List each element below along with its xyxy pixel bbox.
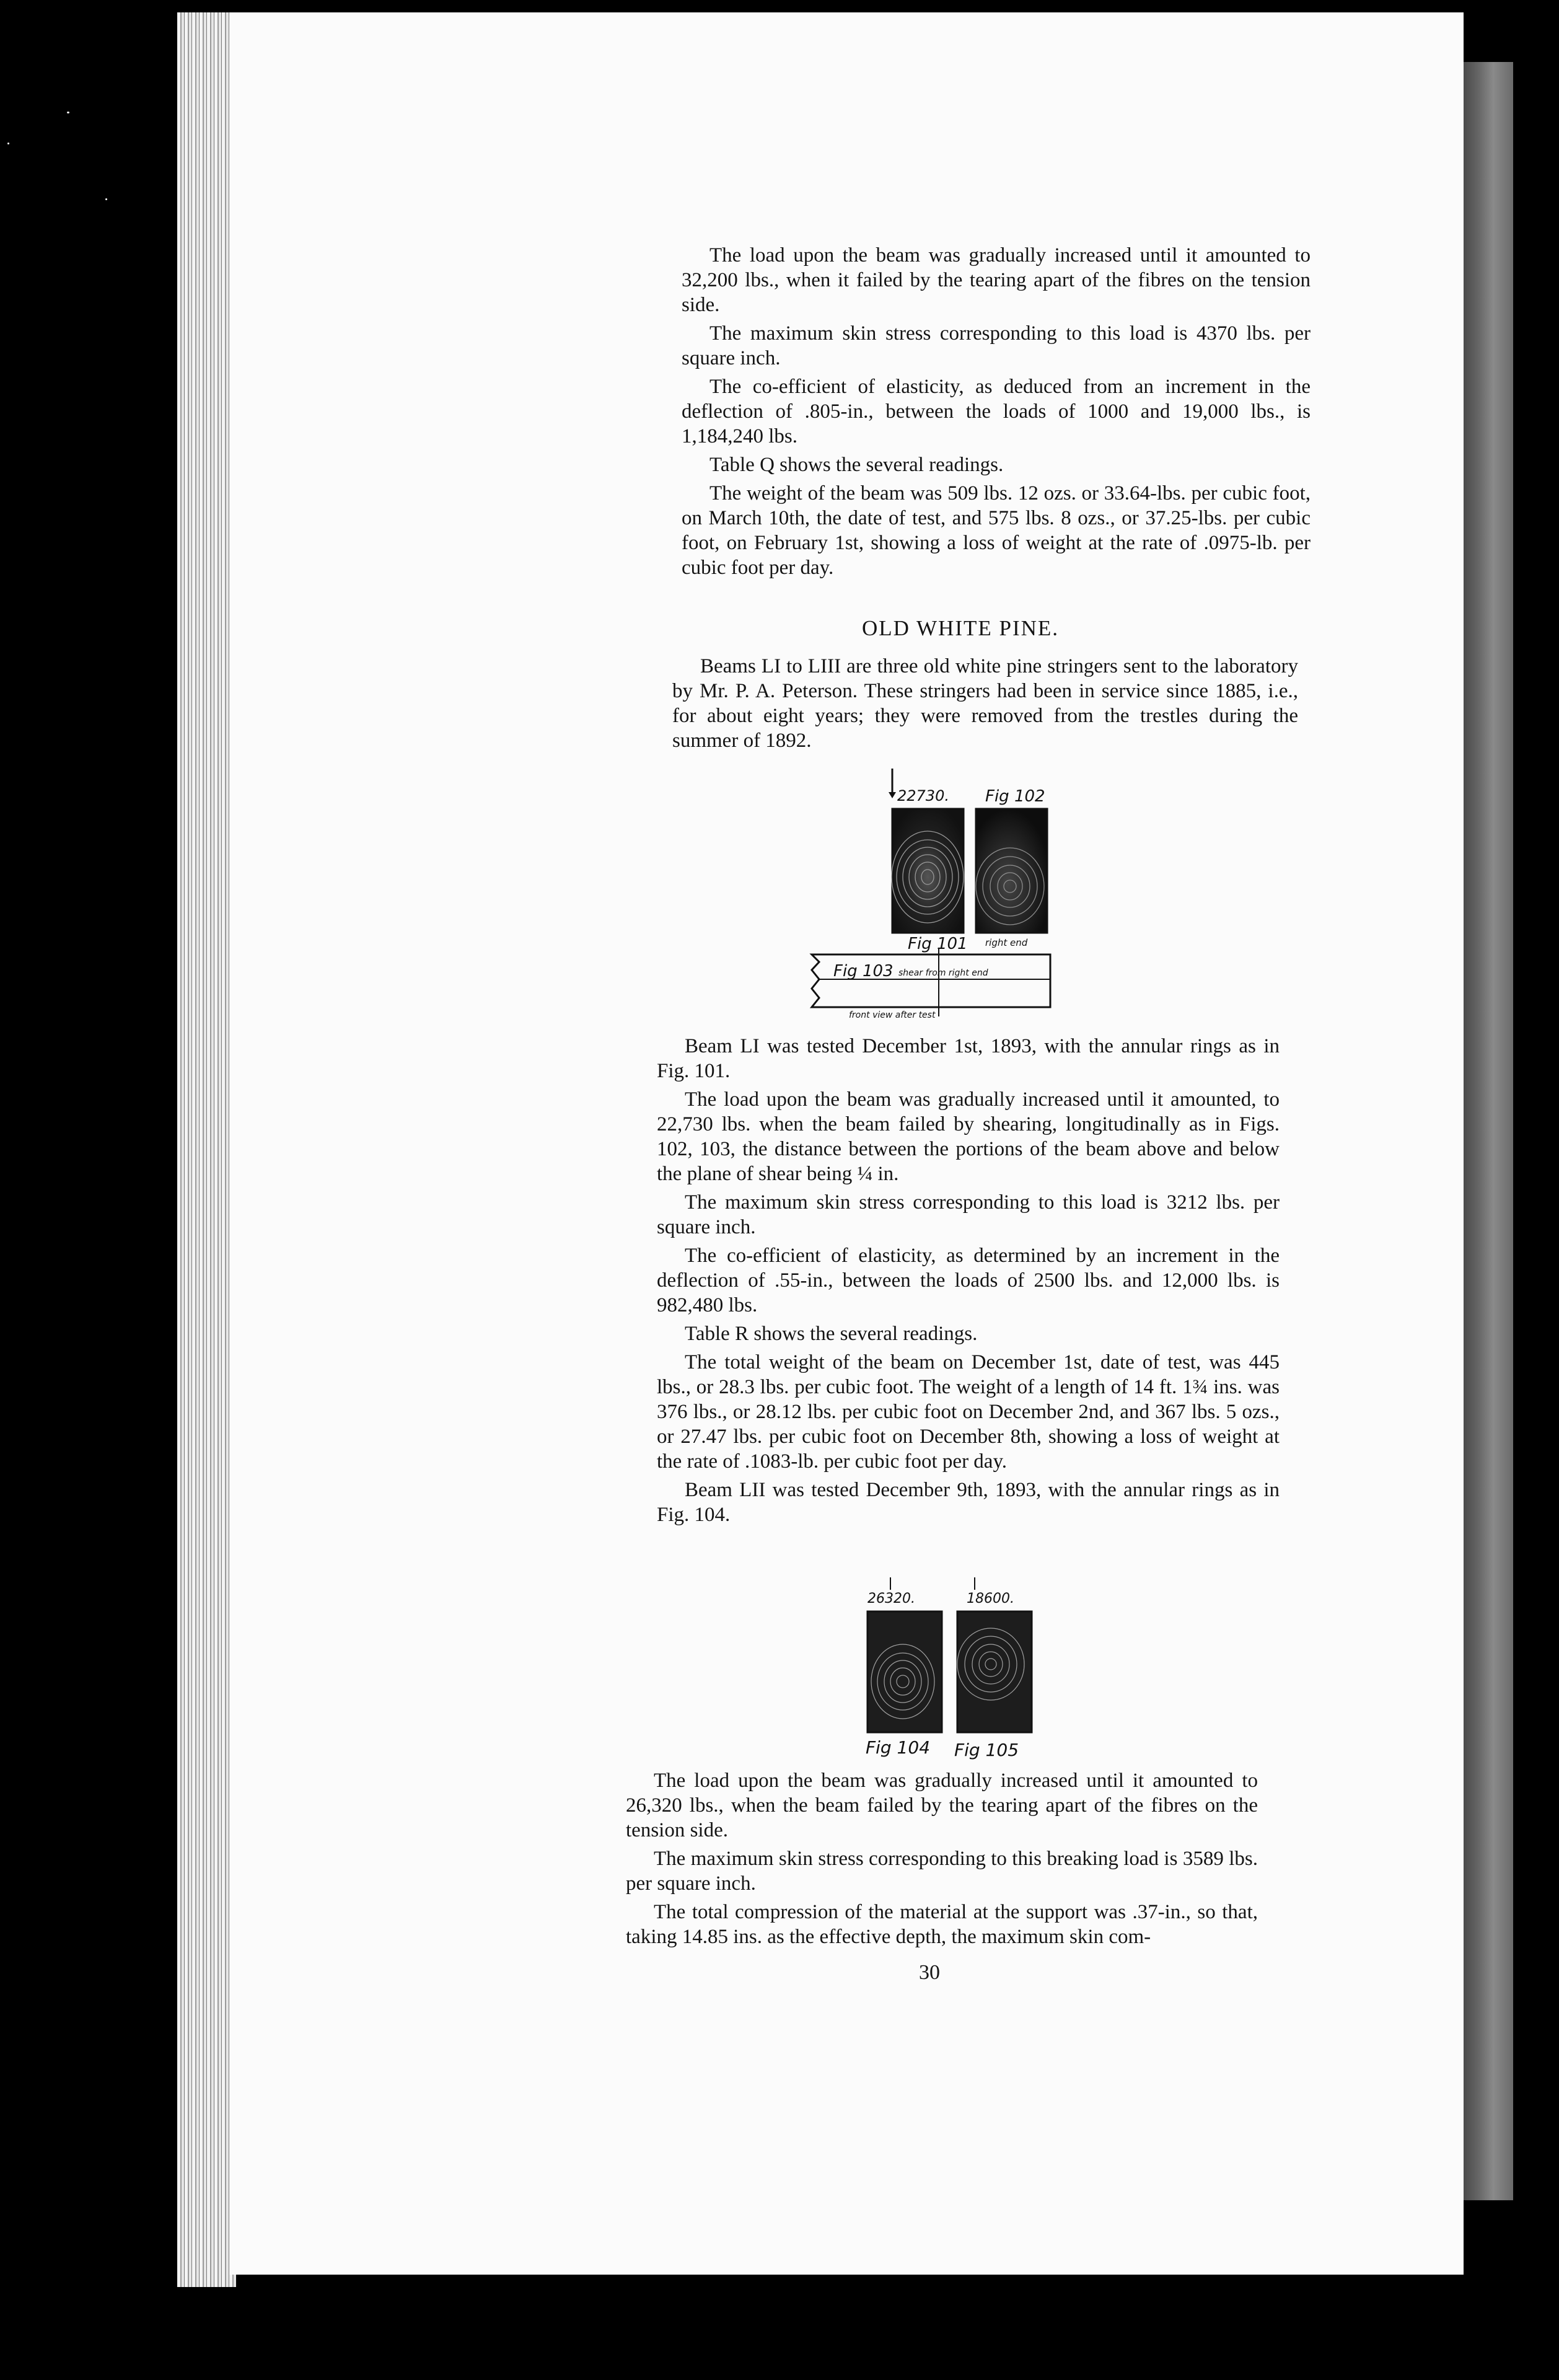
background-speck — [7, 143, 9, 144]
paragraph: Beam LI was tested December 1st, 1893, with the annular rings as in Fig. 101. — [657, 1035, 1280, 1082]
shear-label: shear from right end — [898, 968, 988, 978]
fig-103-label: Fig 103 — [833, 962, 894, 981]
background-speck — [67, 112, 69, 113]
fig-105-cross-section — [957, 1611, 1032, 1732]
front-view-label: front view after test — [849, 1010, 936, 1020]
paragraph: Beams LI to LIII are three old white pine stringers sent to the laboratory by Mr. P. A. Peterson. These stringers had been in service since 1885, i.e., for about eight years; they were removed from the trestles during the summer of 1892. — [672, 655, 1298, 752]
page-number: 30 — [919, 1961, 940, 1984]
paragraph: The co-efficient of elasticity, as deduced from an increment in the deflection of .805-in., between the loads of 1000 and 19,000 lbs., is 1,184,240 lbs. — [682, 376, 1311, 447]
text-block-top — [682, 243, 1311, 584]
paragraph: The co-efficient of elasticity, as determined by an increment in the deflection of .55-in., between the loads of 2500 lbs. and 12,000 lbs. is 982,480 lbs. — [657, 1245, 1280, 1316]
paragraph: Beam LII was tested December 9th, 1893, with the annular rings as in Fig. 104. — [657, 1479, 1280, 1526]
paragraph: The load upon the beam was gradually increased until it amounted, to 22,730 lbs. when the beam failed by shearing, longitudinally as in Figs. 102, 103, the distance between the portions of the beam above and below the plane of shear being ¼ in. — [657, 1088, 1280, 1185]
fig-105-label: Fig 105 — [954, 1740, 1019, 1760]
section-heading: OLD WHITE PINE. — [861, 616, 1060, 640]
text-block-bottom — [626, 1768, 1258, 1953]
text-block-middle — [657, 1034, 1280, 1531]
background-speck — [105, 198, 107, 200]
figure-101-103 — [799, 769, 1072, 1029]
book-page-edges — [177, 12, 236, 2287]
paragraph: The maximum skin stress corresponding to this load is 3212 lbs. per square inch. — [657, 1191, 1280, 1238]
right-end-label: right end — [985, 937, 1028, 948]
paragraph: The total compression of the material at the support was .37-in., so that, taking 14.85 ins. as the effective depth, the maximum skin com- — [626, 1901, 1258, 1948]
paragraph: Table R shows the several readings. — [685, 1323, 978, 1345]
paragraph: Table Q shows the several readings. — [709, 454, 1004, 476]
load-label-left: 26320. — [867, 1591, 915, 1606]
fig-104-label: Fig 104 — [866, 1737, 931, 1758]
paragraph: The weight of the beam was 509 lbs. 12 ozs. or 33.64-lbs. per cubic foot, on March 10th, the date of test, and 575 lbs. 8 ozs., or 37.25-lbs. per cubic foot, on February 1st, showing a loss of weight at the rate of .0975-lb. per cubic foot per day. — [682, 482, 1311, 579]
load-label: 22730. — [897, 787, 949, 804]
figure-drawing — [799, 769, 1072, 1029]
load-label-right: 18600. — [967, 1591, 1014, 1606]
figure-104-105 — [858, 1577, 1056, 1766]
paragraph: The maximum skin stress corresponding to this load is 4370 lbs. per square inch. — [682, 322, 1311, 369]
text-block-intro — [672, 654, 1298, 757]
paragraph: The maximum skin stress corresponding to this breaking load is 3589 lbs. per square inch. — [626, 1848, 1258, 1895]
fig-102-label: Fig 102 — [985, 787, 1045, 806]
page-binding-shadow — [1464, 62, 1513, 2200]
fig-101-label: Fig 101 — [908, 935, 968, 953]
paragraph: The total weight of the beam on December 1st, date of test, was 445 lbs., or 28.3 lbs. per cubic foot. The weight of a length of 14 ft. 1¾ ins. was 376 lbs., or 28.12 lbs. per cubic foot on December 2nd, and 367 lbs. 5 ozs., or 27.47 lbs. per cubic foot on December 8th, showing a loss of weight at the rate of .1083-lb. per cubic foot per day. — [657, 1351, 1280, 1473]
paragraph: The load upon the beam was gradually increased until it amounted to 32,200 lbs., when it failed by the tearing apart of the fibres on the tension side. — [682, 244, 1311, 316]
paragraph: The load upon the beam was gradually increased until it amounted to 26,320 lbs., when the beam failed by the tearing apart of the fibres on the tension side. — [626, 1770, 1258, 1841]
